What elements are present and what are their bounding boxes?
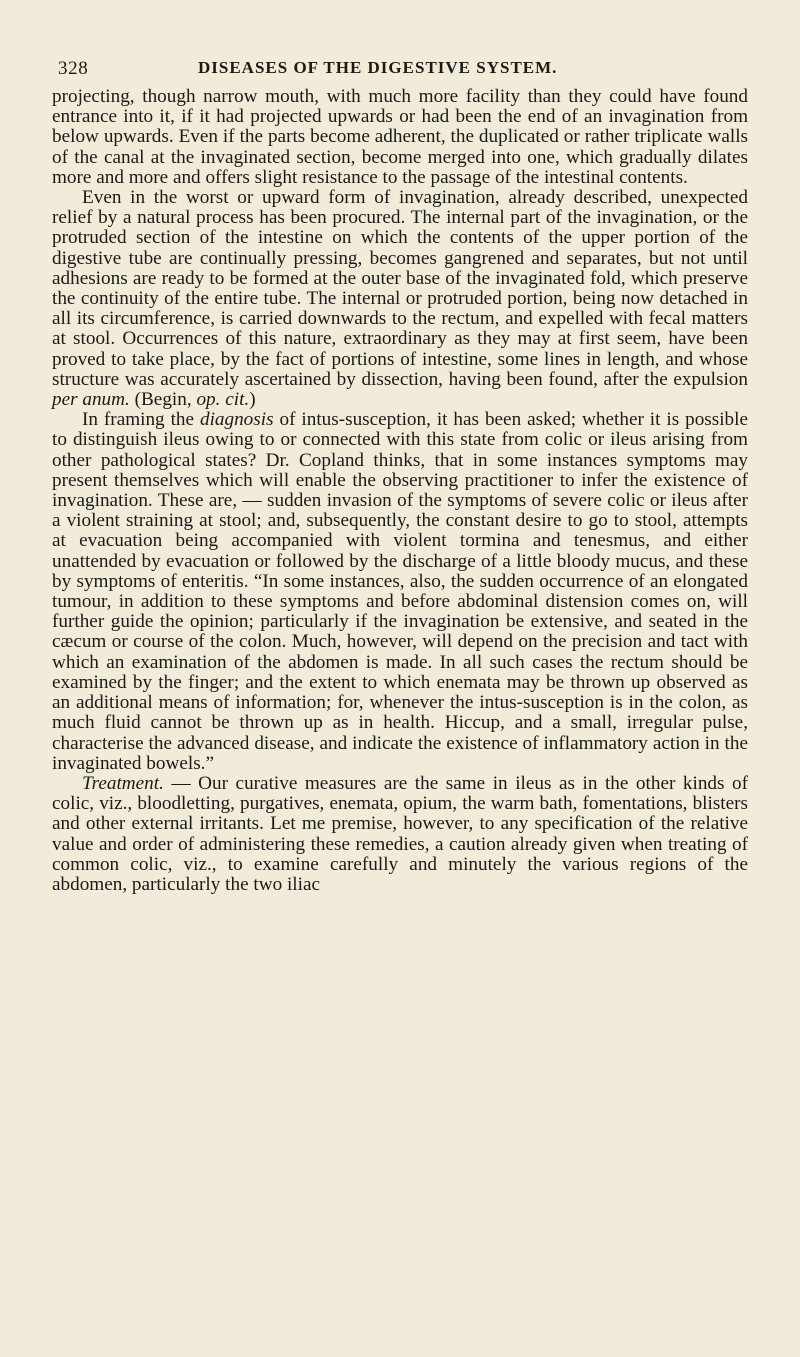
running-header bbox=[52, 36, 748, 79]
paragraph-1-text: projecting, though narrow mouth, with much more facility than they could have found entrance into it, if it had projected upwards or had been the end of an invagination from below upwards. Even if the parts become adherent, the duplicated or rather triplicate walls of the canal at the invaginated section, become merged into one, which gradually dilates more and more and offers slight resistance to the passage of the intestinal contents. bbox=[52, 86, 748, 188]
paragraph-4-heading: Treatment. bbox=[82, 772, 164, 794]
paragraph-3-italic-term: diagnosis bbox=[199, 409, 274, 431]
paragraph-1 bbox=[52, 87, 748, 188]
paragraph-2-citation-italic: op. cit. bbox=[196, 389, 250, 411]
paragraph-3-lead: In framing the bbox=[82, 409, 195, 431]
paragraph-2-text: Even in the worst or upward form of invagination, already described, unexpected relief by a natural process has been procured. The internal part of the invagination, or the protruded section of the intestine on which the contents of the upper portion of the digestive tube are continually pressing, becomes gangrened and separates, but not until adhesions are ready to be formed at the outer base of the invaginated fold, which preserve the continuity of the entire tube. The internal or protruded portion, being now detached in all its circumference, is carried downwards to the rectum, and expelled with fecal matters at stool. Occurrences of this nature, extraordinary as they may at first seem, have been proved to take place, by the fact of portions of intestine, some lines in length, and whose structure was accurately ascertained by dissection, having been found, after the expulsion bbox=[52, 187, 748, 390]
paragraph-3-text: of intus-susception, it has been asked; whether it is possible to distinguish ileus owing to or connected with this state from colic or ileus arising from other pathological states? Dr. Copland thinks, that in some instances symptoms may present themselves which will enable the observing practitioner to infer the existence of invagination. These are, — sudden invasion of the symptoms of severe colic or ileus after a violent straining at stool; and, subsequently, the constant desire to go to stool, attempts at evacuation being accompanied with violent tormina and tenesmus, and either unattended by evacuation or followed by the discharge of a little bloody mucus, and these by symptoms of enteritis. “In some instances, also, the sudden occurrence of an elongated tumour, in addition to these symptoms and before abdominal distension comes on, will further guide the opinion; particularly if the invagination be extensive, and seated in the cæcum or course of the colon. Much, however, will depend on the precision and tact with which an examination of the abdomen is made. In all such cases the rectum should be examined by the finger; and the extent to which enemata may be thrown up observed as an additional means of information; for, whenever the intus-susception is in the colon, as much fluid cannot be thrown up as in health. Hiccup, and a small, irregular pulse, characterise the advanced disease, and indicate the existence of inflammatory action in the invaginated bowels.” bbox=[52, 409, 748, 774]
paragraph-2-citation: (Begin, bbox=[134, 389, 192, 411]
paragraph-3 bbox=[52, 410, 748, 774]
body-text bbox=[52, 87, 748, 895]
paragraph-2-italic-phrase: per anum. bbox=[52, 389, 130, 411]
page-number: 328 bbox=[58, 58, 89, 79]
paragraph-4-text: — Our curative measures are the same in ileus as in the other kinds of colic, viz., bloodletting, purgatives, enemata, opium, the warm bath, fomentations, blisters and other external irritants. Let me premise, however, to any specification of the relative value and order of administering these remedies, a caution already given when treating of common colic, viz., to examine carefully and minutely the various regions of the abdomen, particularly the two iliac bbox=[52, 772, 749, 895]
chapter-title: DISEASES OF THE DIGESTIVE SYSTEM. bbox=[198, 58, 558, 77]
paragraph-2 bbox=[52, 188, 748, 410]
paragraph-2-closing: ) bbox=[249, 389, 256, 411]
paragraph-4 bbox=[52, 774, 748, 895]
